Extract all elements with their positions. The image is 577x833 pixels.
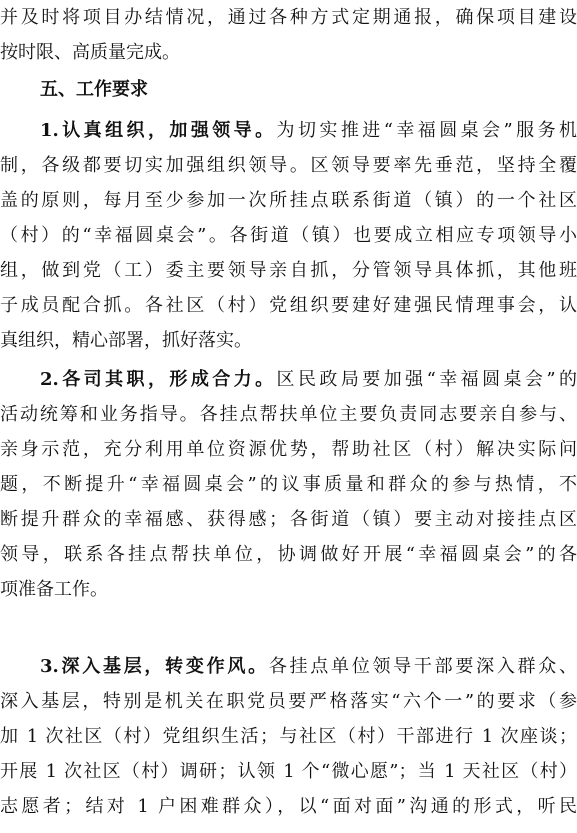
p1-first-line: [0, 113, 577, 148]
p3-line: 开展 1 次社区（村）调研；认领 1 个“微心愿”；当 1 天社区（村）: [0, 761, 577, 782]
p2-line: 活动统筹和业务指导。各挂点帮扶单位主要负责同志要亲自参与、: [0, 404, 577, 425]
p2-line: 题，不断提升“幸福圆桌会”的议事质量和群众的参与热情，不: [0, 474, 577, 495]
p3-first-rest: 各挂点单位领导干部要深入群众、: [268, 656, 577, 677]
intro-line-1: 并及时将项目办结情况，通过各种方式定期通报，确保项目建设: [0, 7, 577, 28]
p3-line: 加 1 次社区（村）党组织生活；与社区（村）干部进行 1 次座谈；: [0, 726, 577, 747]
p3-first-line: [0, 649, 577, 684]
p1-line: 组，做到党（工）委主要领导亲自抓，分管领导具体抓，其他班: [0, 260, 577, 281]
p2-line: 项准备工作。: [0, 579, 108, 600]
section-heading: 五、工作要求: [40, 79, 148, 100]
p1-line: 真组织，精心部署，抓好落实。: [0, 330, 252, 351]
p1-lead: 1.认真组织，加强领导。: [40, 120, 277, 141]
p1-line: 子成员配合抓。各社区（村）党组织要建好建强民情理事会，认: [0, 295, 577, 316]
p2-line: 亲身示范，充分利用单位资源优势，帮助社区（村）解决实际问: [0, 439, 577, 460]
p1-first-rest: 为切实推进“幸福圆桌会”服务机: [276, 120, 577, 141]
p1-line: 制，各级都要切实加强组织领导。区领导要率先垂范，坚持全覆: [0, 155, 577, 176]
p2-first-line: [0, 362, 577, 397]
p2-lead: 2.各司其职，形成合力。: [40, 369, 277, 390]
p1-line: 盖的原则，每月至少参加一次所挂点联系街道（镇）的一个社区: [0, 190, 577, 211]
p2-first-rest: 区民政局要加强“幸福圆桌会”的: [276, 369, 577, 390]
p3-line: 深入基层，特别是机关在职党员要严格落实“六个一”的要求（参: [0, 691, 577, 712]
p3-line: 志愿者；结对 1 户困难群众），以“面对面”沟通的形式，听民: [0, 796, 577, 817]
p1-line: （村）的“幸福圆桌会”。各街道（镇）也要成立相应专项领导小: [0, 225, 577, 246]
intro-line-2: 按时限、高质量完成。: [0, 42, 180, 63]
p2-line: 领导，联系各挂点帮扶单位，协调做好开展“幸福圆桌会”的各: [0, 544, 577, 565]
p2-line: 断提升群众的幸福感、获得感；各街道（镇）要主动对接挂点区: [0, 509, 577, 530]
p3-lead: 3.深入基层，转变作风。: [40, 656, 269, 677]
